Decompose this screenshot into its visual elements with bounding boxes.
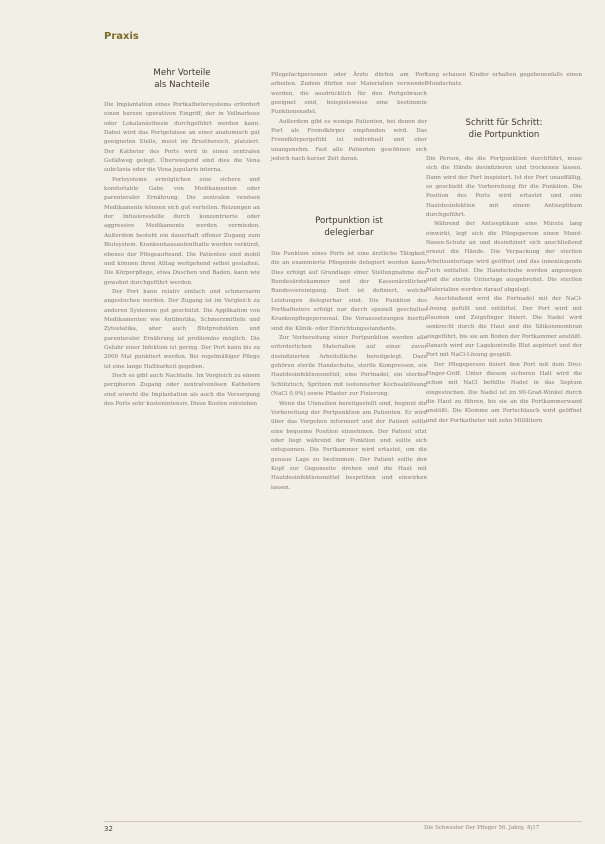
publication-name: Die Schwester Der Pfleger 56. Jahrg. 8|17 — [424, 825, 540, 831]
paragraph: Außerdem gibt es wenige Patienten, bei denen der Port als Fremdkörper empfunden wird. Das Fremdkörpergefühl ist individuell und eher unangenehm. Fast alle Patienten gewöhnen sich jedoch nach kurzer Zeit daran. — [271, 118, 427, 163]
paragraph: Doch es gibt auch Nachteile. Im Vergleich zu einem peripheren Zugang oder zentralvenösen Kathetern sind sowohl die Implantation als auch die Versorgung des Ports sehr kostenintensiv. Diese Kosten entstehen — [104, 372, 260, 407]
paragraph: Während der Antiseptikum eine Minute lang einwirkt, legt sich die Pflegeperson einen Mund-Nasen-Schutz an und desinfiziert sich anschließend erneut die Hände. Die Verpackung der sterilen Arbeitsunterlage wird geöffnet und das innenliegende Tuch entfaltet. Die Handschuhe werden angezogen und die sterile Unterlage ausgebreitet. Die sterilen Materialien werden darauf abgelegt. — [426, 221, 582, 293]
paragraph: Pflegefachpersonen oder Ärzte dürfen am Port arbeiten. Zudem dürfen nur Materialien verwendet werden, die ausdrücklich für den Portgebrauch geeignet sind, beispielsweise eine bestimmte Punktionsnadel. — [271, 72, 427, 116]
heading-mehr-vorteile — [104, 67, 260, 91]
heading-portpunktion-delegierbar — [271, 215, 427, 239]
paragraph: Die Person, die die Portpunktion durchführt, muss sich die Hände desinfizieren und trockenen lassen. Dann wird der Port inspiziert. Ist der Port unauffällig, so geschieht die Vorbereitung für die Punktion. Die Position des Ports wird ertastet und eine Hautdesinfektion mit einem Antiseptikum durchgeführt. — [426, 156, 582, 219]
heading-line: Portpunktion ist — [315, 216, 383, 226]
paragraph: Die Implantation eines Portkathetersystems erfordert einen kurzen operativen Eingriff, der in Vollnarkose oder Lokalanästhesie durchgeführt werden kann. Dabei wird das Portgehäuse an einer anatomisch gut geeigneten Stelle, meist im Brustbereich, platziert. Der Katheter des Ports wird in einen zentralen Gefäßweg gelegt. Überwiegend sind dies die Vena subclavia oder die Vena jugularis interna. — [104, 102, 260, 174]
paragraph: Der Pflegeperson fixiert den Port mit dem Drei-Finger-Griff. Unter diesem sicheren Halt wird die schon mit NaCl befüllte Nadel in das Septum eingestochen. Die Nadel ist im 90-Grad-Winkel durch die Haut zu führen, bis sie an die Portkammerwand anstößt. Die Klemme am Portschlauch wird geöffnet und der Portkatheter mit zehn Millilitern — [426, 361, 582, 424]
paragraph: Wenn die Utensilien bereitgestellt sind, beginnt die Vorbereitung der Portpunktion am Patienten. Er wird über das Vorgehen informiert und der Patient sollte eine bequeme Position einnehmen. Der Patient sitzt oder liegt während der Punktion und sollte sich entspannen. Die Portkammer wird ertastet, um die genaue Lage zu bestimmen. Der Patient sollte den Kopf zur Gegenseite drehen und die Haut mit Hautdesinfektionsmittel besprühen und einwirken lassen. — [271, 400, 427, 491]
paragraph: Portsysteme ermöglichen eine sichere und komfortable Gabe von Medikamenten oder parenteraler Ernährung. Die zentralen venösen Medikamente können sich gut verteilen. Reizungen an der Infusionsstelle durch konzentrierte oder aggressive Medikamente werden vermieden. Außerdem besteht ein dauerhaft offener Zugang zum Blutsystem. Krankenhausaufenthalte werden verkürzt, ebenso der Pflegeaufwand. Die Patienten sind mobil und können ihren Alltag weitgehend selbst gestalten. Die Körperpflege, etwa Duschen und Baden, kann wie gewohnt durchgeführt werden. — [104, 176, 260, 286]
paragraph: Die Punktion eines Ports ist eine ärztliche Tätigkeit, die an examinierte Pflegende delegiert werden kann. Dies erfolgt auf Grundlage einer Stellungnahme der Bundesärztekammer und der Kassenärztlichen Bundesvereinigung. Dort ist definiert, welche Leistungen delegierbar sind. Die Punktion des Portkatheters erfolgt nur durch speziell geschultes Krankenpflegepersonal. Die Voraussetzungen hierfür sind die Klinik- oder Einrichtungsstandards. — [271, 251, 427, 332]
heading-schritt-fuer-schritt — [426, 117, 582, 141]
paragraph: Anschließend wird die Portnadel mit der NaCl-Lösung gefüllt und entlüftet. Der Port wird mit Daumen und Zeigefinger fixiert. Die Nadel wird senkrecht durch die Haut und die Silikonmembran eingeführt, bis sie am Boden der Portkammer anstößt. Danach wird zur Lagekontrolle Blut aspiriert und der Port mit NaCl-Lösung gespült. — [426, 296, 582, 359]
body-text — [426, 155, 582, 426]
page-number: 32 — [104, 825, 113, 833]
body-text — [104, 101, 260, 409]
paragraph: Der Port kann relativ einfach und schmerzarm angestochen werden. Der Zugang ist im Vergleich zu anderen Systemen gut geschützt. Die Applikation von Medikamenten wie Antibiotika, Schmerzmitteln und Zytostatika, aber auch Blutprodukten und parenteraler Ernährung ist problemlos möglich. Die Gefahr einer Infektion ist gering. Der Port kann bis zu 2000 Mal punktiert werden. Bei regelmäßiger Pflege ist eine lange Haltbarkeit gegeben. — [104, 288, 260, 370]
heading-line: die Portpunktion — [468, 130, 540, 140]
heading-line: Schritt für Schritt: — [465, 118, 543, 128]
heading-line: Mehr Vorteile — [153, 68, 211, 78]
paragraph: Zur Vorbereitung einer Portpunktion werden alle erforderlichen Materialien auf einer zuvor desinfizierten Arbeitsfläche bereitgelegt. Dazu gehören sterile Handschuhe, sterile Kompressen, ein Hautdesinfektionsmittel, eine Portnadel, ein steriles Schlitztuch, Spritzen mit isotonischer Kochsalzlösung (NaCl 0,9%) sowie Pflaster zur Fixierung. — [271, 335, 427, 398]
heading-line: als Nachteile — [154, 80, 210, 90]
heading-line: delegierbar — [324, 228, 374, 238]
footer-divider — [104, 821, 582, 822]
paragraph: tung schauen Kinder erhalten gegebenenfalls einen Mundschutz. — [426, 72, 582, 88]
body-text — [271, 250, 427, 493]
section-label: Praxis — [104, 31, 139, 42]
body-text-intro — [271, 71, 427, 164]
body-text-intro — [426, 71, 582, 90]
